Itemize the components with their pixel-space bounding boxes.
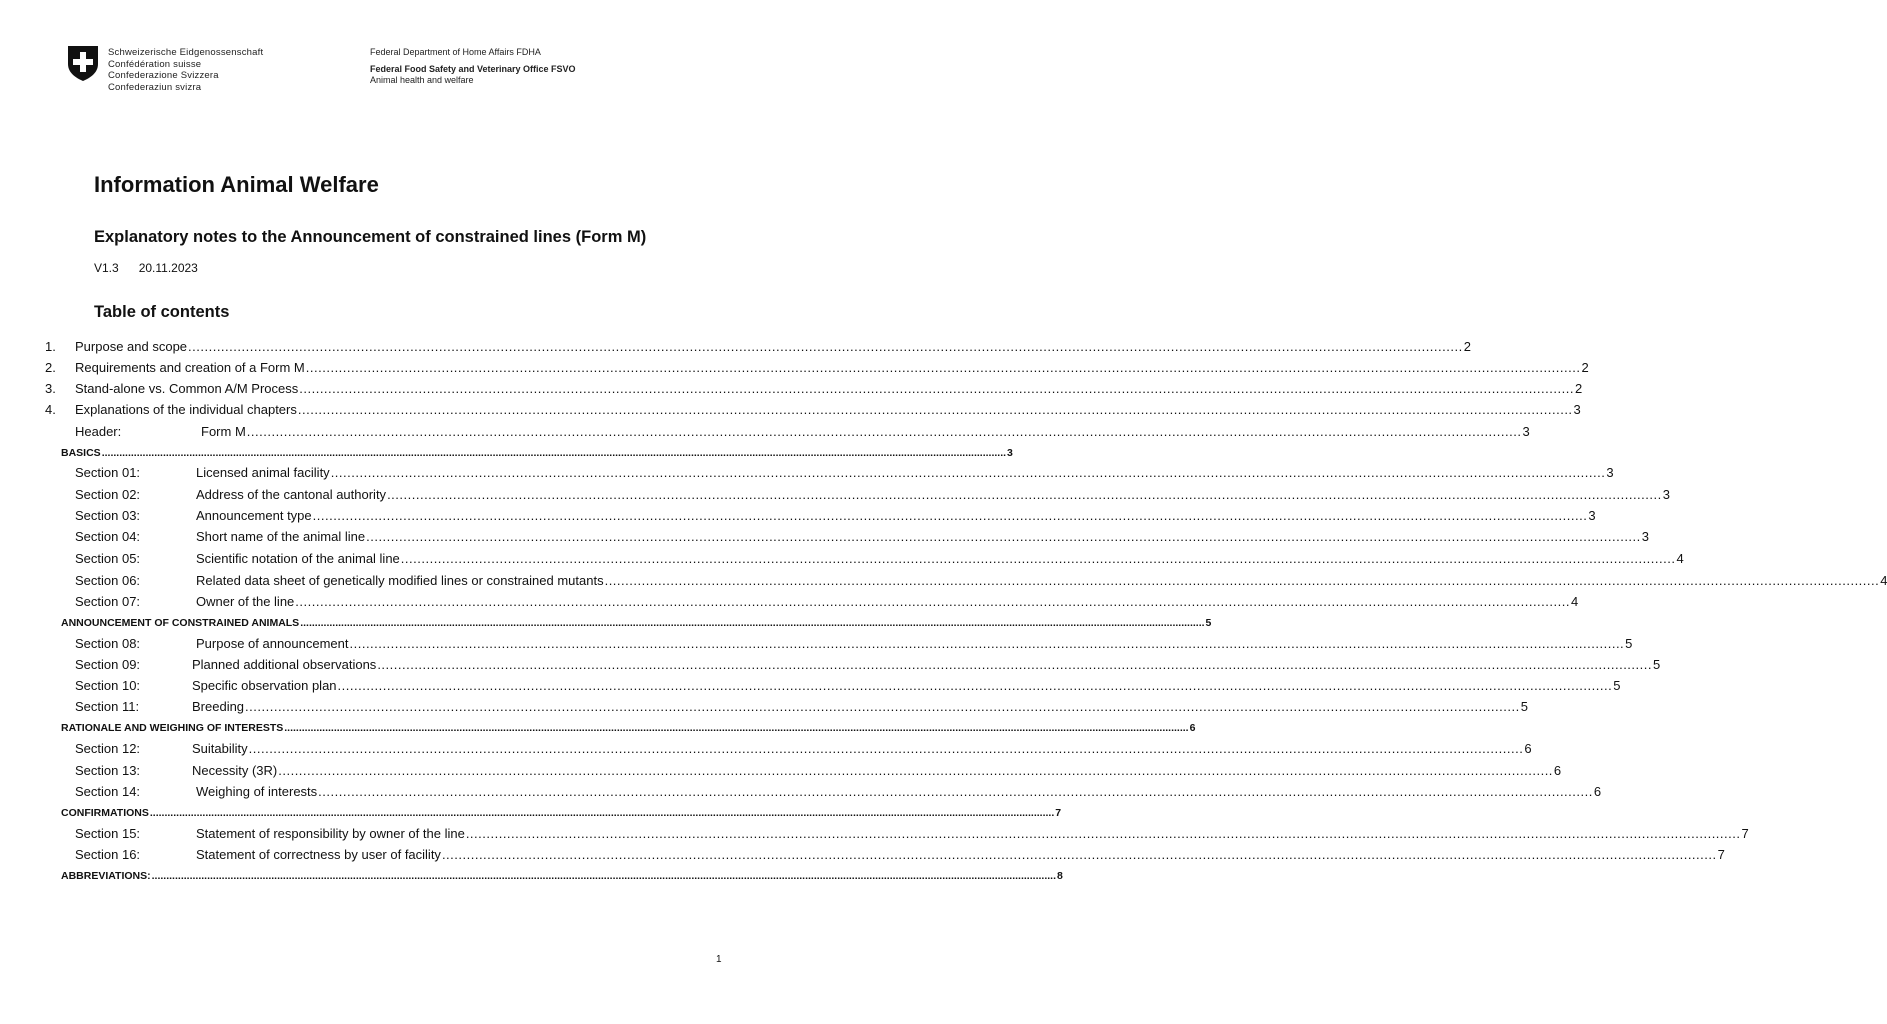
toc-entry-text: Explanations of the individual chapters (75, 402, 297, 417)
toc-section-text: Purpose of announcement (196, 636, 349, 651)
toc-section-01[interactable] (75, 465, 1614, 483)
toc-section-label: Section 07: (75, 594, 141, 609)
toc-section-label: Section 01: (75, 465, 141, 480)
toc-section-text: Specific observation plan (192, 678, 337, 693)
toc-section-label: Section 13: (75, 763, 141, 778)
toc-leader-dots (299, 381, 1574, 396)
toc-section-11[interactable] (75, 699, 1528, 717)
toc-section-15[interactable] (75, 826, 1749, 844)
unit-name: Animal health and welfare (370, 75, 474, 85)
toc-leader-dots (102, 447, 1006, 459)
toc-section-text: Weighing of interests (196, 784, 318, 799)
toc-entry-page: 7 (1055, 807, 1062, 819)
toc-leader-dots (387, 487, 1662, 502)
page-number: 1 (716, 954, 722, 965)
toc-entry-page: 6 (1524, 741, 1532, 756)
toc-leader-dots (331, 465, 1606, 480)
confederation-line-it: Confederazione Svizzera (108, 70, 219, 82)
toc-category-confirmations[interactable] (61, 807, 1062, 821)
toc-section-16[interactable] (75, 847, 1725, 865)
toc-entry-page: 8 (1056, 870, 1063, 882)
toc-entry-page: 2 (1463, 339, 1471, 354)
toc-leader-dots (295, 594, 1570, 609)
toc-section-label: Section 10: (75, 678, 141, 693)
toc-section-label: Section 03: (75, 508, 141, 523)
toc-entry-page: 2 (1581, 360, 1589, 375)
toc-heading: Table of contents (94, 303, 230, 321)
toc-section-text: Licensed animal facility (196, 465, 330, 480)
toc-entry-page: 5 (1625, 636, 1633, 651)
toc-category-announcement[interactable] (61, 617, 1212, 631)
toc-entry-text: Requirements and creation of a Form M (75, 360, 305, 375)
toc-section-label: Section 06: (75, 573, 141, 588)
toc-leader-dots (377, 657, 1652, 672)
toc-entry-number: 3. (45, 381, 56, 396)
toc-leader-dots (338, 678, 1613, 693)
toc-section-text: Form M (201, 424, 246, 439)
toc-entry-page: 3 (1641, 529, 1650, 544)
toc-leader-dots (466, 826, 1741, 841)
toc-section-text: Breeding (192, 699, 245, 714)
toc-entry-page: 2 (1574, 381, 1583, 396)
toc-section-text: Owner of the line (196, 594, 295, 609)
toc-leader-dots (306, 360, 1581, 375)
toc-section-label: Section 04: (75, 529, 141, 544)
toc-section-label: Section 08: (75, 636, 141, 651)
version-date: 20.11.2023 (138, 261, 198, 275)
toc-leader-dots (152, 870, 1056, 882)
toc-entry-text: Stand-alone vs. Common A/M Process (75, 381, 299, 396)
toc-section-label: Header: (75, 424, 122, 439)
toc-section-08[interactable] (75, 636, 1633, 654)
toc-leader-dots (284, 722, 1188, 734)
toc-entry-page: 5 (1520, 699, 1528, 714)
toc-section-04[interactable] (75, 529, 1650, 547)
toc-section-text: Scientific notation of the animal line (196, 551, 400, 566)
confederation-line-rm: Confederaziun svizra (108, 81, 202, 93)
toc-leader-dots (300, 617, 1204, 629)
toc-section-text: Necessity (3R) (192, 763, 278, 778)
toc-entry-page: 3 (1662, 487, 1670, 502)
toc-category-rationale[interactable] (61, 722, 1196, 736)
toc-section-text: Address of the cantonal authority (196, 487, 387, 502)
toc-section-text: Announcement type (196, 508, 312, 523)
toc-section-label: Section 14: (75, 784, 141, 799)
toc-category-basics[interactable] (61, 447, 1013, 461)
toc-entry-page: 7 (1717, 847, 1725, 862)
toc-section-label: Section 05: (75, 551, 141, 566)
toc-category-text: BASICS (61, 447, 101, 459)
document-subtitle: Explanatory notes to the Announcement of constrained lines (Form M) (94, 228, 647, 246)
toc-section-label: Section 02: (75, 487, 141, 502)
toc-entry-header[interactable] (75, 424, 1530, 442)
toc-entry-page: 5 (1652, 657, 1661, 672)
toc-entry-number: 4. (45, 402, 56, 417)
toc-entry-page: 4 (1880, 573, 1887, 588)
toc-leader-dots (605, 573, 1880, 588)
toc-entry-page: 6 (1189, 722, 1196, 734)
toc-section-05[interactable] (75, 551, 1684, 569)
toc-section-14[interactable] (75, 784, 1602, 802)
confederation-names (108, 47, 263, 93)
toc-section-02[interactable] (75, 487, 1670, 505)
toc-entry-3[interactable] (45, 381, 1583, 399)
toc-entry-page: 4 (1676, 551, 1684, 566)
toc-leader-dots (247, 424, 1522, 439)
toc-section-13[interactable] (75, 763, 1562, 781)
toc-entry-page: 4 (1570, 594, 1579, 609)
toc-leader-dots (442, 847, 1717, 862)
toc-section-text: Statement of correctness by user of facility (196, 847, 441, 862)
confederation-line-fr: Confédération suisse (108, 58, 202, 70)
toc-section-label: Section 15: (75, 826, 141, 841)
toc-section-10[interactable] (75, 678, 1621, 696)
toc-category-text: ANNOUNCEMENT OF CONSTRAINED ANIMALS (61, 617, 300, 629)
toc-entry-number: 1. (45, 339, 56, 354)
toc-entry-page: 3 (1606, 465, 1614, 480)
toc-entry-page: 3 (1588, 508, 1596, 523)
confederation-line-de: Schweizerische Eidgenossenschaft (108, 47, 264, 58)
toc-section-label: Section 12: (75, 741, 141, 756)
toc-section-label: Section 09: (75, 657, 141, 672)
toc-section-text: Suitability (192, 741, 248, 756)
toc-section-06[interactable] (75, 573, 1887, 591)
toc-entry-page: 3 (1007, 447, 1013, 459)
toc-leader-dots (188, 339, 1463, 354)
toc-category-abbreviations[interactable] (61, 870, 1063, 884)
toc-leader-dots (318, 784, 1593, 799)
toc-section-03[interactable] (75, 508, 1596, 526)
document-title: Information Animal Welfare (94, 172, 379, 197)
department-block (370, 47, 576, 87)
toc-section-text: Short name of the animal line (196, 529, 366, 544)
toc-entry-2[interactable] (45, 360, 1589, 378)
toc-entry-page: 3 (1522, 424, 1530, 439)
toc-leader-dots (350, 636, 1625, 651)
toc-entry-number: 2. (45, 360, 56, 375)
toc-entry-1[interactable] (45, 339, 1471, 357)
toc-leader-dots (366, 529, 1641, 544)
toc-section-label: Section 11: (75, 699, 140, 714)
toc-entry-page: 6 (1593, 784, 1602, 799)
toc-section-07[interactable] (75, 594, 1579, 612)
toc-entry-page: 3 (1573, 402, 1581, 417)
toc-category-text: CONFIRMATIONS (61, 807, 149, 819)
toc-section-text: Statement of responsibility by owner of the line (196, 826, 465, 841)
toc-section-09[interactable] (75, 657, 1661, 675)
toc-leader-dots (249, 741, 1524, 756)
toc-leader-dots (401, 551, 1676, 566)
toc-leader-dots (245, 699, 1520, 714)
swiss-coat-of-arms-icon (66, 44, 100, 82)
toc-leader-dots (313, 508, 1588, 523)
toc-entry-text: Purpose and scope (75, 339, 188, 354)
office-name: Federal Food Safety and Veterinary Office FSVO (370, 63, 576, 74)
toc-entry-page: 6 (1553, 763, 1562, 778)
department-name: Federal Department of Home Affairs FDHA (370, 47, 541, 57)
toc-entry-4[interactable] (45, 402, 1581, 420)
toc-section-text: Planned additional observations (192, 657, 377, 672)
toc-leader-dots (278, 763, 1553, 778)
toc-entry-page: 7 (1741, 826, 1749, 841)
toc-section-label: Section 16: (75, 847, 141, 862)
version-number: V1.3 (94, 261, 119, 275)
toc-entry-page: 5 (1205, 617, 1212, 629)
toc-section-12[interactable] (75, 741, 1532, 759)
version-line (94, 261, 198, 275)
toc-category-text: ABBREVIATIONS: (61, 870, 151, 882)
toc-leader-dots (298, 402, 1573, 417)
toc-leader-dots (150, 807, 1054, 819)
toc-section-text: Related data sheet of genetically modified lines or constrained mutants (196, 573, 604, 588)
toc-category-text: RATIONALE AND WEIGHING OF INTERESTS (61, 722, 284, 734)
toc-entry-page: 5 (1613, 678, 1621, 693)
